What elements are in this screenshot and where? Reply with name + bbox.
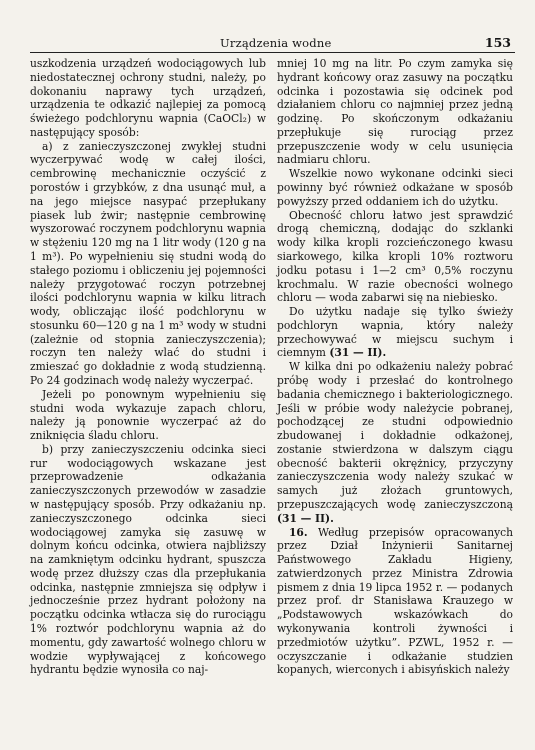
paragraph: Wszelkie nowo wykonane odcinki sieci powinny być również odkażane w sposób powyższy przed oddaniem ich do użytku. <box>277 167 513 208</box>
paragraph: a) z zanieczyszczonej zwykłej studni wyczerpywać wodę w całej ilości, cembrowinę mechanicznie oczyścić z porostów i grzybków, z dna usunąć muł, a na jego miejsce nasypać przepłukany piasek lub żwir; następnie cembrowinę wyszorować roczynem podchlorynu wapnia w stężeniu 120 mg na 1 litr wody (120 g na 1 m³). Po wypełnieniu się studni wodą do stałego poziomu i obliczeniu jej pojemności należy przygotować roczyn potrzebnej ilości podchlorynu wapnia w kilku litrach wody, obliczając ilość podchlorynu w stosunku 60—120 g na 1 m³ wody w studni (zależnie od stopnia zanieczyszczenia); roczyn ten należy wlać do studni i zmieszać go dokładnie z wodą studzienną. Po 24 godzinach wodę należy wyczerpać. <box>30 139 266 387</box>
paragraph: mniej 10 mg na litr. Po czym zamyka się hydrant końcowy oraz zasuwy na początku odcinka i pozostawia się odcinek pod działaniem chloru co najmniej przez jedną godzinę. Po skończonym odkażaniu przepłukuje się rurociąg przez przepuszczenie wody w celu usunięcia nadmiaru chloru. <box>277 57 513 167</box>
paragraph <box>277 360 513 525</box>
page-header <box>30 30 515 52</box>
paragraph-text: Do użytku nadaje się tylko świeży podchloryn wapnia, który należy przechowywać w miejscu suchym i ciemnym <box>277 305 513 360</box>
paragraph: b) przy zanieczyszczeniu odcinka sieci rur wodociągowych wskazane jest przeprowadzenie odkażania zanieczyszczonych przewodów w zasadzie w następujący sposób. Przy odkażaniu np. zanieczyszczonego odcinka sieci wodociągowej zamyka się zasuwę w dolnym końcu odcinka, otwiera najbliższy na zamkniętym odcinku hydrant, spuszcza wodę przez dłuższy czas dla przepłukania odcinka, następnie zmniejsza się odpływ i jednocześnie przez hydrant położony na początku odcinka wtłacza się do rurociągu 1% roztwór podchlorynu wapnia aż do momentu, gdy zawartość wolnego chloru w wodzie wypływającej z końcowego hydrantu będzie wynosiła co naj- <box>30 442 266 677</box>
paragraph-text: W kilka dni po odkażeniu należy pobrać próbę wody i przesłać do kontrolnego badania chemicznego i bakteriologicznego. Jeśli w próbie wody należycie pobranej, pochodzącej ze studni odpowiednio zbudowanej i dokładnie odkażonej, zostanie stwierdzona w dalszym ciągu obecność bakterii okrężnicy, przyczyny zanieczyszczenia wody należy szukać w samych już złożach gruntowych, przepuszczających wodę zanieczyszczoną <box>277 360 513 511</box>
reference-citation: (31 — II). <box>329 346 387 360</box>
page-number: 153 <box>484 35 511 50</box>
reference-citation: (31 — II). <box>277 511 334 525</box>
paragraph <box>277 526 513 678</box>
header-rule <box>30 52 515 53</box>
paragraph-text: Według przepisów opracowanych przez Dział Inżynierii Sanitarnej Państwowego Zakładu Higieny, zatwierdzonych przez Ministra Zdrowia pismem z dnia 19 lipca 1952 r. — podanych przez prof. dr Stanisława Krauzego w „Podstawowych wskazówkach do wykonywania kontroli żywności i przedmiotów użytku”. PZWL, 1952 r. — oczyszczanie i odkażanie studzien kopanych, wierconych i abisyńskich należy <box>277 525 513 677</box>
paragraph <box>277 305 513 360</box>
paragraph: Jeżeli po ponownym wypełnieniu się studni woda wykazuje zapach chloru, należy ją ponownie wyczerpać aż do zniknięcia śladu chloru. <box>30 387 266 443</box>
left-column <box>30 57 266 677</box>
paragraph: uszkodzenia urządzeń wodociągowych lub niedostatecznej ochrony studni, należy, po dokonaniu naprawy tych urządzeń, urządzenia te odkazić najlepiej za pomocą świeżego podchlorynu wapnia (CaOCl₂) w następujący sposób: <box>30 57 266 139</box>
right-column <box>277 57 513 677</box>
paragraph: Obecność chloru łatwo jest sprawdzić drogą chemiczną, dodając do szklanki wody kilka kropli rozcieńczonego kwasu siarkowego, kilka kropli 10% roztworu jodku potasu i 1—2 cm³ 0,5% roczynu krochmalu. W razie obecności wolnego chloru — woda zabarwi się na niebiesko. <box>277 208 513 305</box>
running-title: Urządzenia wodne <box>220 36 332 50</box>
section-number: 16. <box>289 525 308 539</box>
